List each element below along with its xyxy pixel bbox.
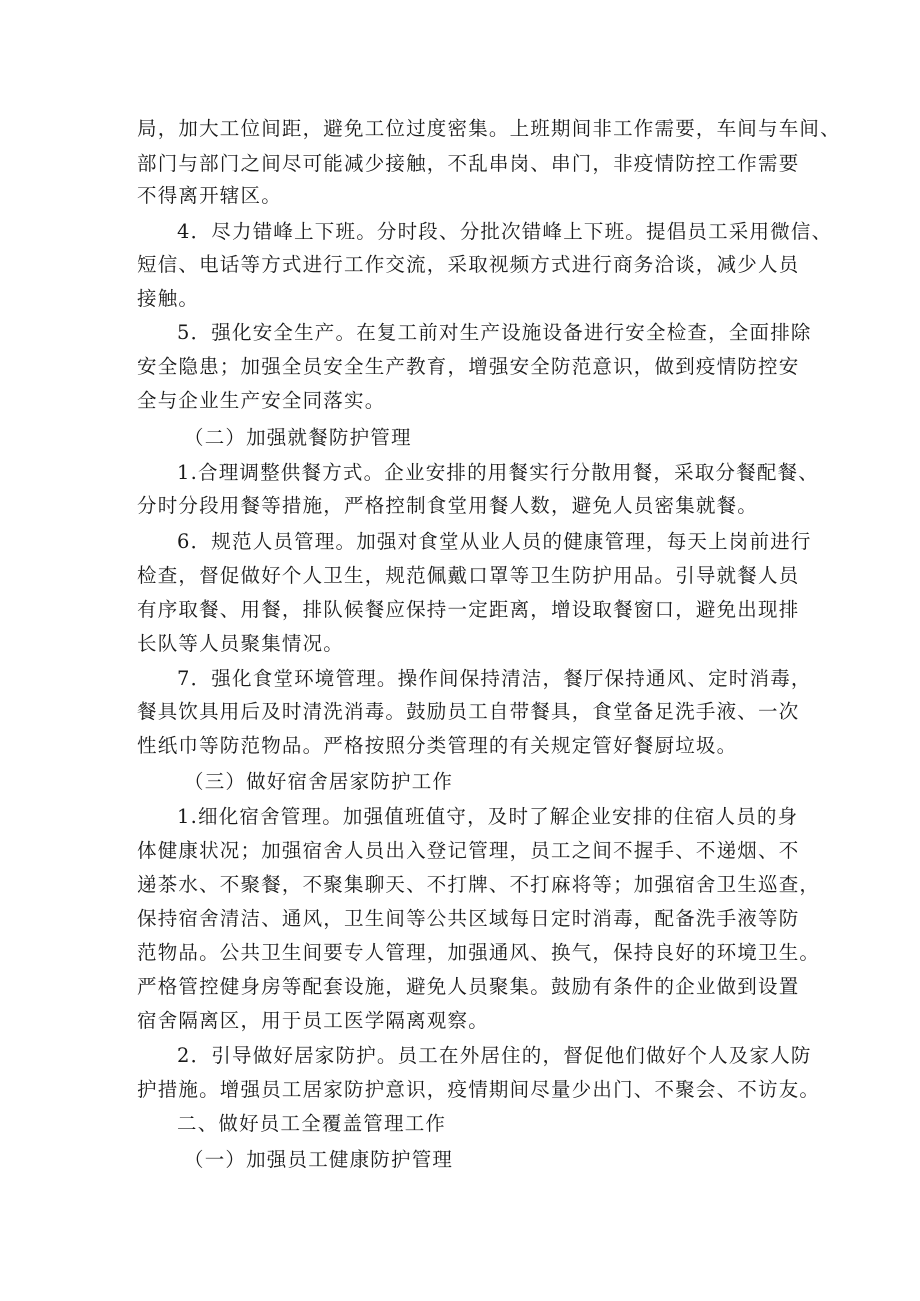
paragraph-line: 7．强化食堂环境管理。操作间保持清洁，餐厅保持通风、定时消毒，: [177, 667, 812, 690]
paragraph-line: 1.细化宿舍管理。加强值班值守，及时了解企业安排的住宿人员的身: [177, 805, 799, 828]
paragraph-line: 保持宿舍清洁、通风，卫生间等公共区域每日定时消毒，配备洗手液等防: [137, 907, 800, 930]
paragraph-line: 分时分段用餐等措施，严格控制食堂用餐人数，避免人员密集就餐。: [137, 494, 759, 517]
paragraph-line: 短信、电话等方式进行工作交流，采取视频方式进行商务洽谈，减少人员: [137, 253, 800, 276]
paragraph-line: 宿舍隔离区，用于员工医学隔离观察。: [137, 1009, 489, 1032]
paragraph-line: 餐具饮具用后及时清洗消毒。鼓励员工自带餐具，食堂备足洗手液、一次: [137, 700, 800, 723]
section-heading: （三）做好宿舍居家防护工作: [184, 770, 454, 793]
paragraph-line: 1.合理调整供餐方式。企业安排的用餐实行分散用餐，采取分餐配餐、: [177, 461, 820, 484]
paragraph-line: 全与企业生产安全同落实。: [137, 389, 386, 412]
paragraph-line: 局，加大工位间距，避免工位过度密集。上班期间非工作需要，车间与车间、: [137, 117, 841, 140]
paragraph-line: 递茶水、不聚餐，不聚集聊天、不打牌、不打麻将等；加强宿舍卫生巡查，: [137, 873, 821, 896]
section-heading: （二）加强就餐防护管理: [184, 426, 412, 449]
paragraph-line: 不得离开辖区。: [137, 184, 282, 207]
paragraph-line: 5．强化安全生产。在复工前对生产设施设备进行安全检查，全面排除: [177, 321, 812, 344]
section-heading: 二、做好员工全覆盖管理工作: [177, 1112, 447, 1135]
paragraph-line: 6．规范人员管理。加强对食堂从业人员的健康管理，每天上岗前进行: [177, 530, 812, 553]
paragraph-line: 性纸巾等防范物品。严格按照分类管理的有关规定管好餐厨垃圾。: [137, 734, 738, 757]
paragraph-line: 有序取餐、用餐，排队候餐应保持一定距离，增设取餐窗口，避免出现排: [137, 598, 800, 621]
paragraph-line: 护措施。增强员工居家防护意识，疫情期间尽量少出门、不聚会、不访友。: [137, 1078, 821, 1101]
paragraph-line: 安全隐患；加强全员安全生产教育，增强安全防范意识，做到疫情防控安: [137, 355, 800, 378]
paragraph-line: 严格管控健身房等配套设施，避免人员聚集。鼓励有条件的企业做到设置: [137, 975, 800, 998]
paragraph-line: 检查，督促做好个人卫生，规范佩戴口罩等卫生防护用品。引导就餐人员: [137, 564, 800, 587]
paragraph-line: 4．尽力错峰上下班。分时段、分批次错峰上下班。提倡员工采用微信、: [177, 220, 833, 243]
paragraph-line: 接触。: [137, 287, 200, 310]
paragraph-line: 体健康状况；加强宿舍人员出入登记管理，员工之间不握手、不递烟、不: [137, 839, 800, 862]
paragraph-line: 长队等人员聚集情况。: [137, 632, 345, 655]
paragraph-line: 部门与部门之间尽可能减少接触，不乱串岗、串门，非疫情防控工作需要: [137, 152, 800, 175]
paragraph-line: 范物品。公共卫生间要专人管理，加强通风、换气，保持良好的环境卫生。: [137, 941, 821, 964]
section-heading: （一）加强员工健康防护管理: [184, 1148, 454, 1171]
paragraph-line: 2．引导做好居家防护。员工在外居住的，督促他们做好个人及家人防: [177, 1044, 812, 1067]
